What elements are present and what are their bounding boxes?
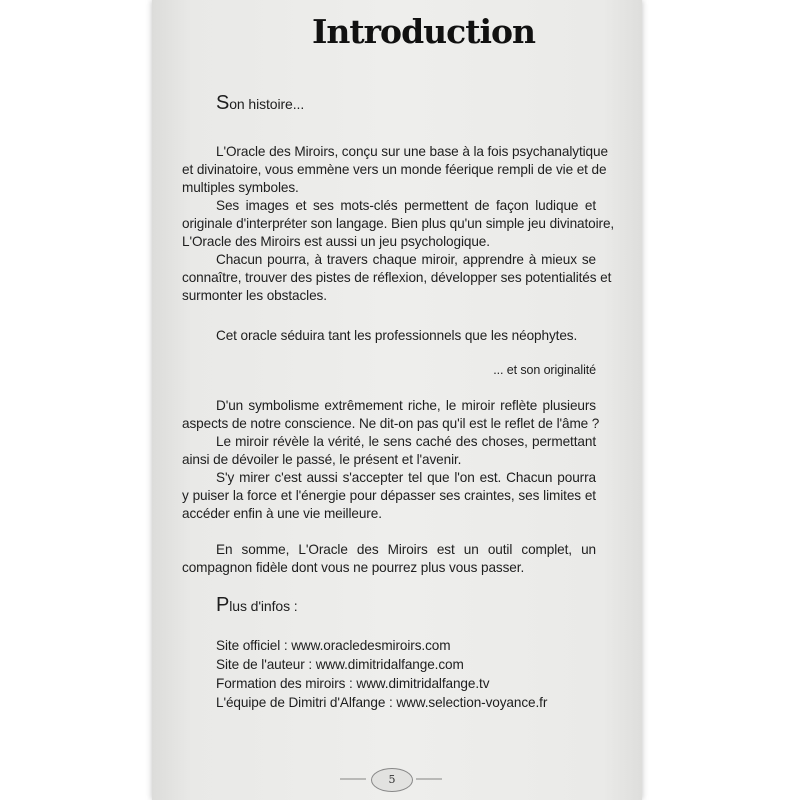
page-number: 5 xyxy=(371,768,413,792)
info-link-training: Formation des miroirs : www.dimitridalfange.tv xyxy=(216,676,490,691)
info-link-official-site: Site officiel : www.oracledesmiroirs.com xyxy=(216,638,451,653)
paragraph-line: compagnon fidèle dont vous ne pourrez plus vous passer. xyxy=(182,560,525,575)
ornament-right xyxy=(416,778,442,780)
book-page xyxy=(152,0,642,800)
paragraph-line: S'y mirer c'est aussi s'accepter tel que l'on est. Chacun pourra xyxy=(216,470,596,485)
paragraph-line: D'un symbolisme extrêmement riche, le miroir reflète plusieurs xyxy=(216,398,596,413)
paragraph-line: Chacun pourra, à travers chaque miroir, apprendre à mieux se xyxy=(216,252,596,267)
paragraph-line: originale d'interpréter son langage. Bien plus qu'un simple jeu divinatoire, xyxy=(182,216,615,231)
heading-text: on histoire... xyxy=(229,96,305,112)
section-heading-histoire xyxy=(216,94,304,114)
info-link-author-site: Site de l'auteur : www.dimitridalfange.com xyxy=(216,657,464,672)
ornament-left xyxy=(340,778,366,780)
page-title: Introduction xyxy=(312,12,536,51)
paragraph-line: En somme, L'Oracle des Miroirs est un outil complet, un xyxy=(216,542,596,557)
heading-text: lus d'infos : xyxy=(229,598,298,614)
drop-letter: P xyxy=(216,594,230,616)
paragraph-line: multiples symboles. xyxy=(182,180,299,195)
paragraph-line: Ses images et ses mots-clés permettent de façon ludique et xyxy=(216,198,596,213)
paragraph-line: et divinatoire, vous emmène vers un monde féerique rempli de vie et de xyxy=(182,162,607,177)
paragraph-line: accéder enfin à une vie meilleure. xyxy=(182,506,382,521)
info-link-team: L'équipe de Dimitri d'Alfange : www.selection-voyance.fr xyxy=(216,695,548,710)
drop-letter: S xyxy=(216,92,230,114)
paragraph-line: ainsi de dévoiler le passé, le présent et l'avenir. xyxy=(182,452,462,467)
paragraph-line: L'Oracle des Miroirs, conçu sur une base à la fois psychanalytique xyxy=(216,144,608,159)
section-heading-originalite: ... et son originalité xyxy=(493,363,596,377)
paragraph-line: y puiser la force et l'énergie pour dépasser ses craintes, ses limites et xyxy=(182,488,596,503)
section-heading-infos xyxy=(216,596,298,616)
paragraph-line: Le miroir révèle la vérité, le sens caché des choses, permettant xyxy=(216,434,596,449)
paragraph-line: surmonter les obstacles. xyxy=(182,288,327,303)
paragraph-line: Cet oracle séduira tant les professionnels que les néophytes. xyxy=(216,328,578,343)
paragraph-line: connaître, trouver des pistes de réflexion, développer ses potentialités et xyxy=(182,270,612,285)
paragraph-line: L'Oracle des Miroirs est aussi un jeu psychologique. xyxy=(182,234,490,249)
paragraph-line: aspects de notre conscience. Ne dit-on pas qu'il est le reflet de l'âme ? xyxy=(182,416,600,431)
